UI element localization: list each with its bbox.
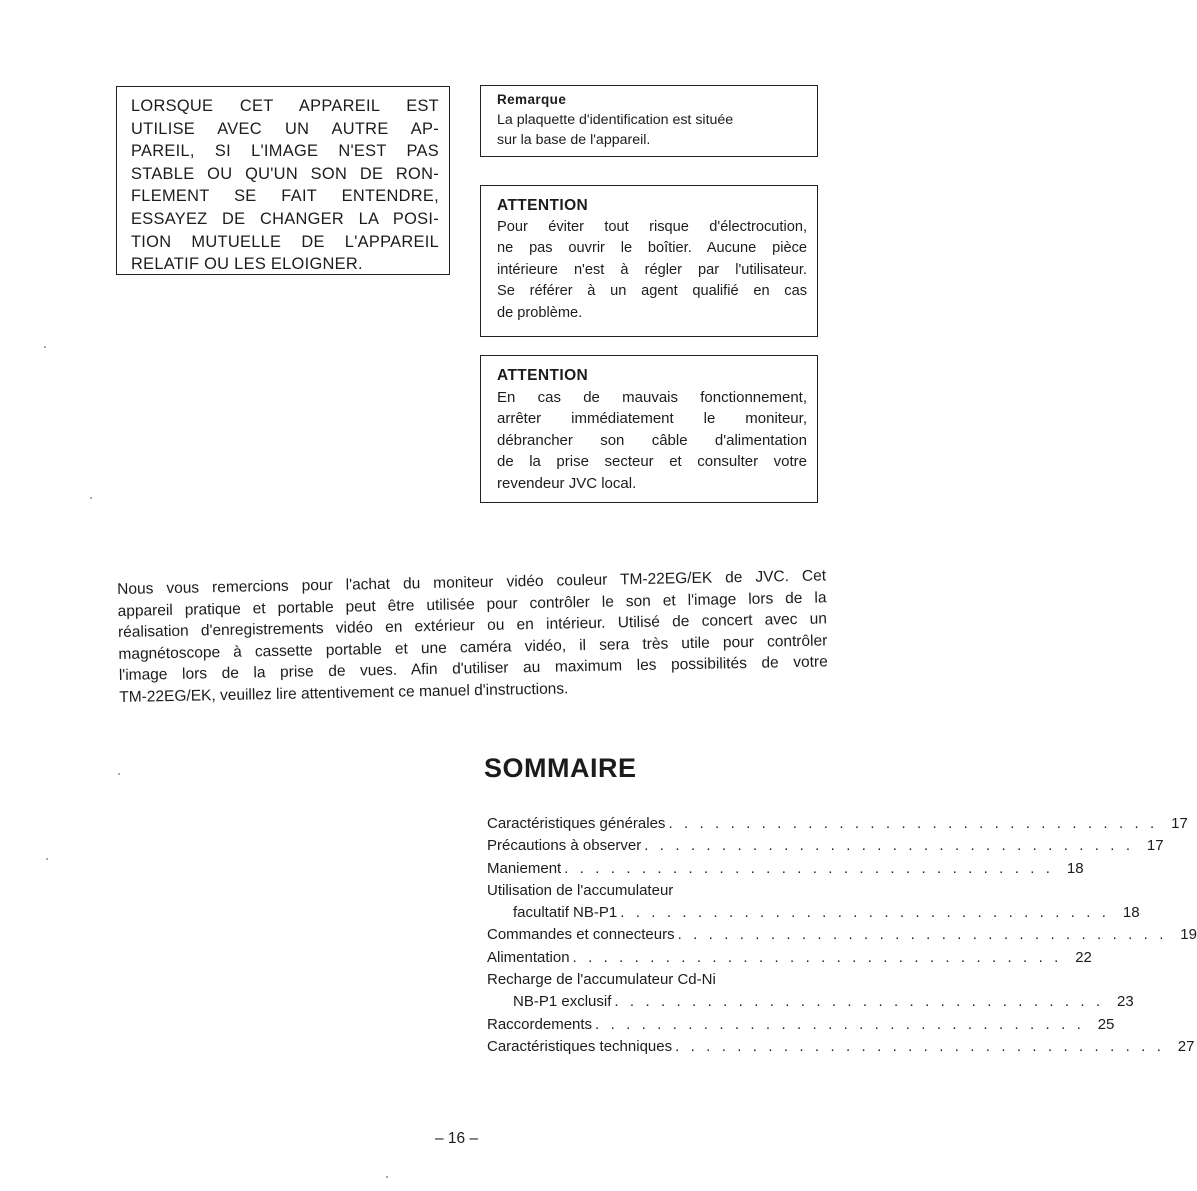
toc-page: 27 bbox=[1177, 1037, 1195, 1055]
attention-line: Se référer à un agent qualifié en cas bbox=[497, 283, 807, 300]
remark-line: La plaquette d'identification est située bbox=[497, 112, 734, 128]
toc-label: Caractéristiques générales bbox=[487, 815, 666, 832]
attention-line: arrêter immédiatement le moniteur, bbox=[497, 410, 807, 428]
warning-line: FLEMENT SE FAIT ENTENDRE, bbox=[131, 187, 439, 206]
toc-label: Utilisation de l'accumulateur bbox=[487, 881, 674, 899]
toc-row bbox=[487, 926, 1197, 948]
scan-speck bbox=[46, 858, 48, 860]
toc-row bbox=[487, 1037, 1195, 1060]
toc-row bbox=[487, 882, 831, 904]
attention-title: ATTENTION bbox=[497, 367, 589, 384]
page-number: – 16 – bbox=[435, 1130, 479, 1147]
intro-line: magnétoscope à cassette portable et une caméra vidéo, il sera très utile pour contrôler bbox=[118, 632, 828, 663]
toc-row bbox=[487, 904, 1140, 926]
toc-page: 18 bbox=[1066, 859, 1084, 877]
toc-page: 25 bbox=[1097, 1015, 1115, 1033]
toc-dot-leader: . . . . . . . . . . . . . . . . . . . . . . . . . . . . . . . . bbox=[675, 1037, 1165, 1055]
toc-dot-leader: . . . . . . . . . . . . . . . . . . . . . . . . . . . . . . . . bbox=[620, 904, 1110, 922]
attention-line: ne pas ouvrir le boîtier. Aucune pièce bbox=[497, 240, 807, 257]
toc-dot-leader: . . . . . . . . . . . . . . . . . . . . . . . . . . . . . . . . bbox=[564, 859, 1054, 877]
toc-label: Maniement bbox=[487, 859, 562, 877]
toc-page: 19 bbox=[1180, 926, 1197, 944]
toc-label: Raccordements bbox=[487, 1015, 593, 1033]
remark-line: sur la base de l'appareil. bbox=[497, 132, 651, 148]
toc-page: 17 bbox=[1146, 837, 1164, 855]
intro-line: Nous vous remercions pour l'achat du moniteur vidéo couleur TM-22EG/EK de JVC. Cet bbox=[117, 567, 827, 598]
attention-line: de la prise secteur et consulter votre bbox=[497, 453, 807, 471]
toc-dot-leader: . . . . . . . . . . . . . . . . . . . . . . . . . . . . . . . . bbox=[677, 926, 1167, 944]
attention-title: ATTENTION bbox=[497, 197, 589, 214]
scan-speck bbox=[90, 497, 92, 499]
attention-line: Pour éviter tout risque d'électrocution, bbox=[497, 218, 807, 235]
warning-line: ESSAYEZ DE CHANGER LA POSI- bbox=[131, 209, 439, 228]
toc-row bbox=[487, 859, 1084, 882]
intro-line: l'image lors de la prise de vues. Afin d'utiliser au maximum les possibilités de votre bbox=[118, 653, 828, 685]
toc-label: NB-P1 exclusif bbox=[513, 993, 612, 1011]
attention-line: revendeur JVC local. bbox=[497, 474, 637, 492]
toc-row bbox=[487, 993, 1134, 1015]
toc-dot-leader: . . . . . . . . . . . . . . . . . . . . . . . . . . . . . . . . bbox=[644, 837, 1134, 855]
toc-page: 23 bbox=[1117, 993, 1134, 1011]
attention-line: En cas de mauvais fonctionnement, bbox=[497, 388, 807, 406]
table-of-contents bbox=[487, 815, 1197, 1060]
toc-dot-leader: . . . . . . . . . . . . . . . . . . . . . . . . . . . . . . . . bbox=[595, 1015, 1085, 1033]
intro-line: TM-22EG/EK, veuillez lire attentivement ce manuel d'instructions. bbox=[119, 680, 569, 706]
toc-label: Alimentation bbox=[487, 948, 570, 966]
scan-speck bbox=[118, 773, 120, 775]
warning-line: TION MUTUELLE DE L'APPAREIL bbox=[131, 232, 439, 251]
toc-label: Précautions à observer bbox=[487, 837, 642, 855]
attention-line: débrancher son câble d'alimentation bbox=[497, 431, 807, 449]
toc-label: Commandes et connecteurs bbox=[487, 926, 675, 944]
warning-line: UTILISE AVEC UN AUTRE AP- bbox=[131, 119, 439, 138]
toc-dot-leader: . . . . . . . . . . . . . . . . . . . . . . . . . . . . . . . . bbox=[668, 815, 1158, 832]
toc-row bbox=[487, 971, 831, 993]
intro-line: appareil pratique et portable peut être utilisée pour contrôler le son et l'image lors de la bbox=[117, 588, 827, 620]
remark-box bbox=[480, 85, 818, 157]
toc-row bbox=[487, 948, 1092, 971]
toc-label: Caractéristiques techniques bbox=[487, 1037, 673, 1055]
attention-box-malfunction bbox=[480, 355, 818, 503]
toc-title: SOMMAIRE bbox=[484, 753, 637, 783]
warning-line: PAREIL, SI L'IMAGE N'EST PAS bbox=[131, 142, 439, 161]
warning-box bbox=[116, 86, 450, 275]
toc-page: 18 bbox=[1122, 904, 1140, 922]
scan-speck bbox=[44, 346, 46, 348]
attention-box-shock bbox=[480, 185, 818, 337]
toc-row bbox=[487, 1015, 1115, 1038]
toc-page: 17 bbox=[1171, 815, 1188, 832]
intro-paragraph bbox=[117, 565, 828, 708]
attention-line: intérieure n'est à régler par l'utilisateur. bbox=[497, 261, 807, 278]
toc-row bbox=[487, 815, 1188, 837]
toc-row bbox=[487, 837, 1164, 859]
toc-page: 22 bbox=[1075, 948, 1092, 966]
intro-line: réalisation d'enregistrements vidéo en extérieur ou en intérieur. Utilisé de concert avec un bbox=[117, 610, 828, 642]
remark-title: Remarque bbox=[497, 92, 567, 107]
toc-dot-leader: . . . . . . . . . . . . . . . . . . . . . . . . . . . . . . . . bbox=[614, 993, 1104, 1011]
warning-line: STABLE OU QU'UN SON DE RON- bbox=[131, 164, 439, 183]
warning-line: LORSQUE CET APPAREIL EST bbox=[131, 97, 439, 115]
attention-line: de problème. bbox=[497, 304, 583, 321]
toc-dot-leader: . . . . . . . . . . . . . . . . . . . . . . . . . . . . . . . . bbox=[572, 948, 1062, 966]
warning-line: RELATIF OU LES ELOIGNER. bbox=[131, 255, 363, 274]
scan-speck bbox=[386, 1176, 388, 1178]
toc-label: Recharge de l'accumulateur Cd-Ni bbox=[487, 971, 716, 989]
toc-label: facultatif NB-P1 bbox=[513, 904, 618, 922]
